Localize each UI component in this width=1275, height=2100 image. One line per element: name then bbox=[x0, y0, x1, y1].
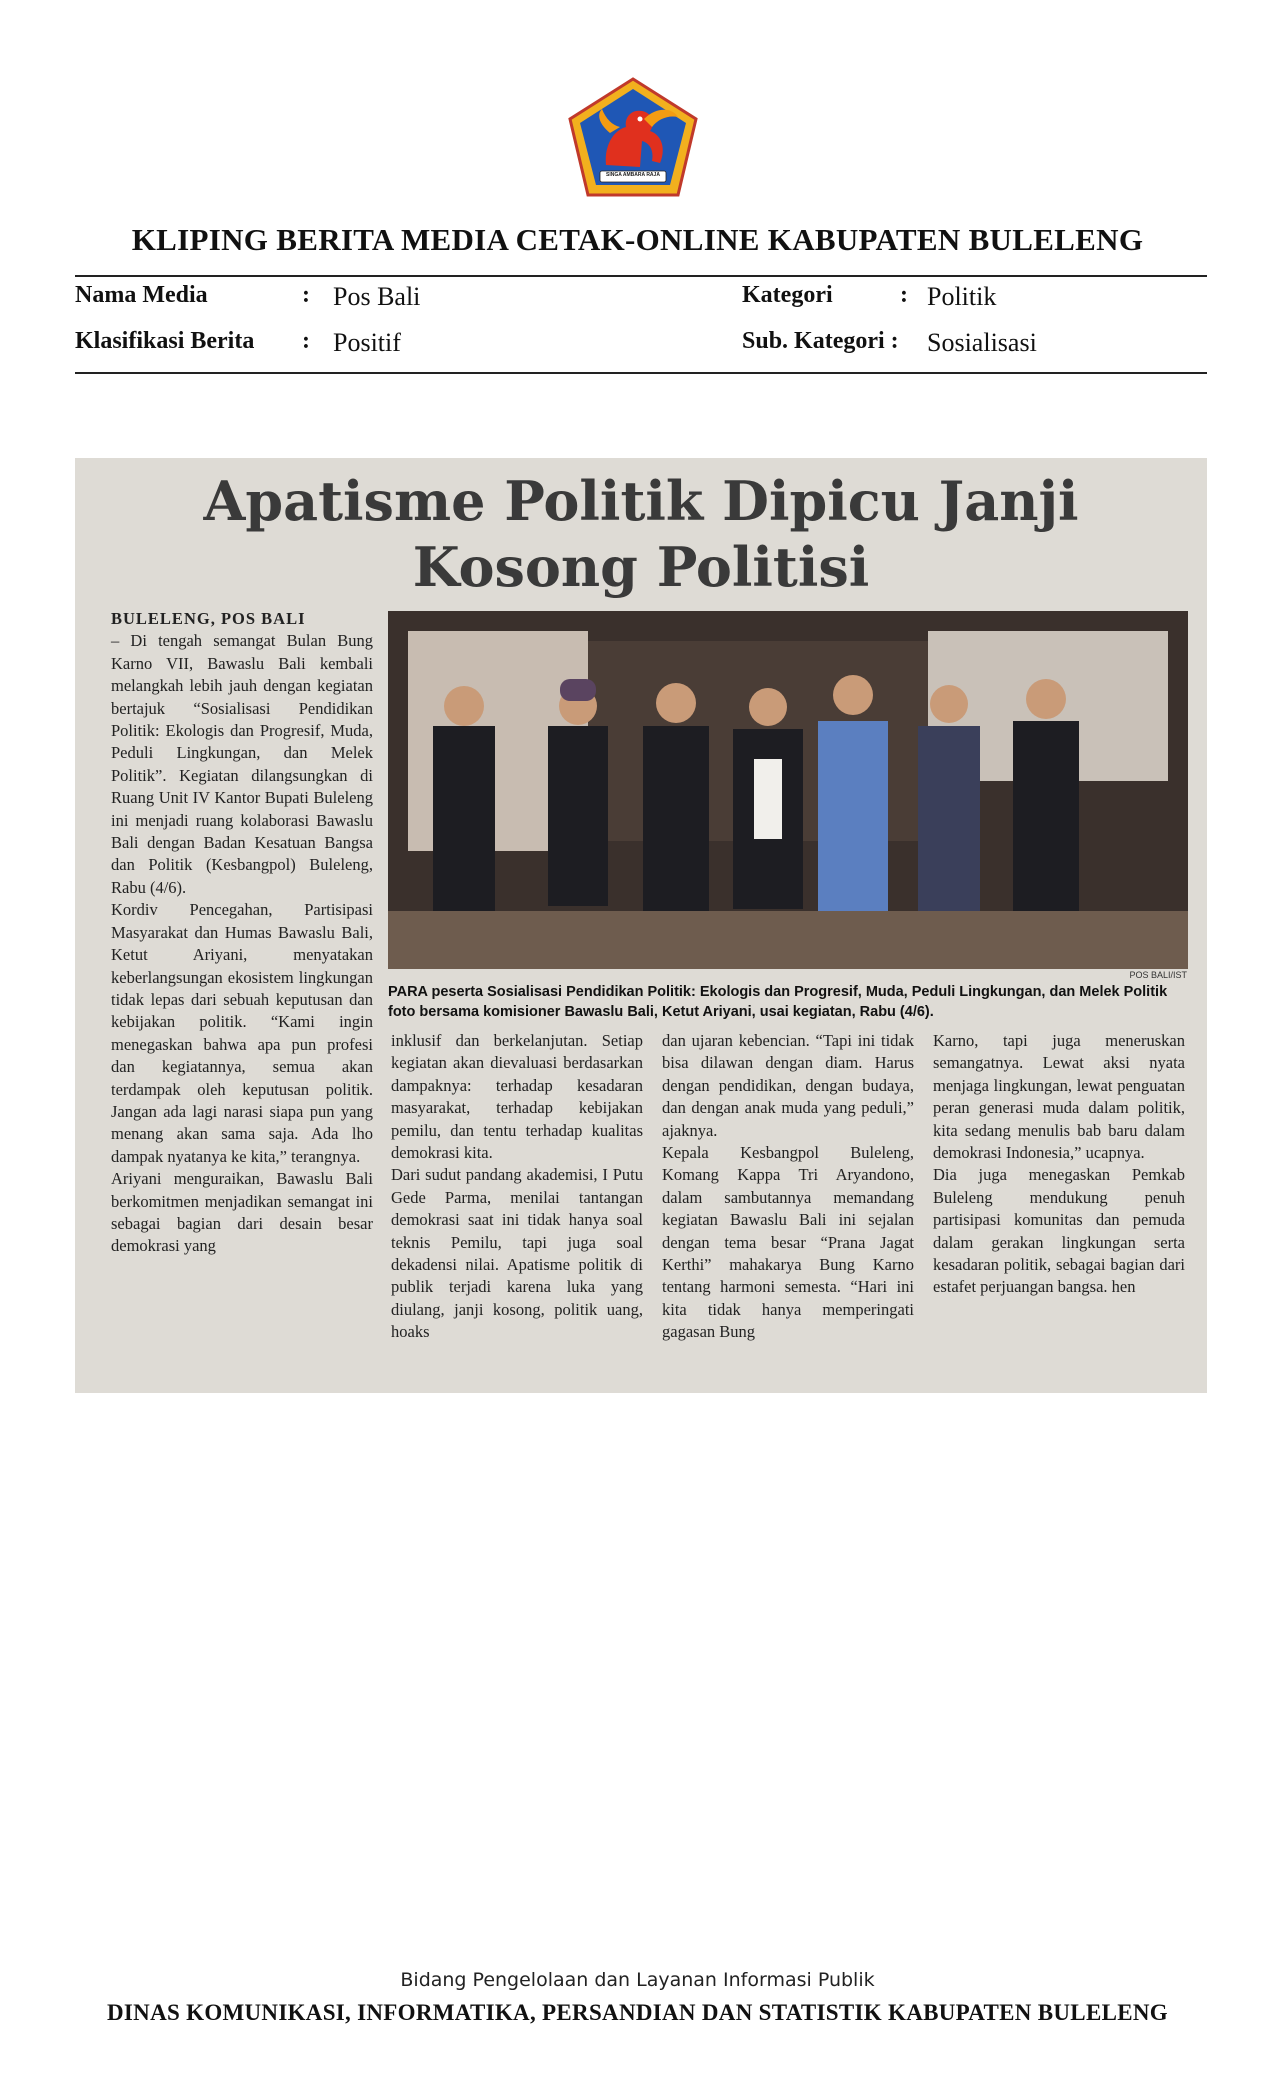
column-1-text: – Di tengah semangat Bulan Bung Karno VII, Bawaslu Bali kembali melangkah lebih jauh dengan kegiatan bertajuk “Sosialisasi Pendidikan Politik: Ekologis dan Progresif, Muda, Peduli Lingkungan, dan Melek Politik”. Kegiatan dilangsungkan di Ruang Unit IV Kantor Bupati Buleleng ini menjadi ruang kolaborasi Bawaslu Bali dengan Badan Kesatuan Bangsa dan Politik (Kesbangpol) Buleleng, Rabu (4/6). Kordiv Pencegahan, Partisipasi Masyarakat dan Humas Bawaslu Bali, Ketut Ariyani, menyatakan keberlangsungan ekosistem lingkungan tidak lepas dari sebuah keputusan dan kebijakan politik. “Kami ingin menegaskan bahwa apa pun profesi dan kegiatannya, semua akan terdampak oleh keputusan politik. Jangan ada lagi narasi siapa pun yang menang akan sama saja. Ada lho dampak nyatanya ke kita,” terangnya. Ariyani menguraikan, Bawaslu Bali berkomitmen menjadikan semangat ini sebagai bagian dari desain besar demokrasi yang bbox=[111, 631, 373, 1256]
group-photo bbox=[388, 611, 1188, 969]
logo-text: SINGA AMBARA RAJA bbox=[606, 172, 660, 178]
photo-caption: PARA peserta Sosialisasi Pendidikan Politik: Ekologis dan Progresif, Muda, Peduli Lingkungan, dan Melek Politik foto bersama komisioner Bawaslu Bali, Ketut Ariyani, usai kegiatan, Rabu (4/6). bbox=[388, 984, 1168, 1020]
article-column-4: Karno, tapi juga meneruskan semangatnya. Lewat aksi nyata menjaga lingkungan, lewat penguatan peran generasi muda dalam politik, kita sedang menulis bab baru dalam demokrasi Indonesia,” ucapnya. Dia juga menegaskan Pemkab Buleleng mendukung penuh partisipasi komunitas dan pemuda dalam gerakan lingkungan serta kesadaran politik, sebagai bagian dari estafet perjuangan bangsa. hen bbox=[933, 1031, 1185, 1297]
headline-line-1: Apatisme Politik Dipicu Janji bbox=[203, 469, 1079, 533]
article-column-1 bbox=[111, 608, 373, 1258]
group-photo-image bbox=[388, 611, 1188, 969]
singa-ambara-raja-crest-icon bbox=[566, 75, 700, 199]
klasifikasi-colon: : bbox=[302, 328, 310, 354]
media-label: Nama Media bbox=[75, 282, 208, 308]
header-divider-bottom bbox=[75, 372, 1207, 374]
kategori-colon: : bbox=[900, 282, 908, 308]
headline-line-2: Kosong Politisi bbox=[412, 535, 870, 599]
article-headline bbox=[75, 468, 1207, 600]
page-title: KLIPING BERITA MEDIA CETAK-ONLINE KABUPATEN BULELENG bbox=[131, 222, 1144, 257]
footer-subtitle: Bidang Pengelolaan dan Layanan Informasi Publik bbox=[400, 1969, 875, 1991]
klasifikasi-label: Klasifikasi Berita bbox=[75, 328, 255, 354]
article-dateline: BULELENG, POS BALI bbox=[111, 609, 306, 628]
header-divider-top bbox=[75, 275, 1207, 277]
news-clipping bbox=[75, 458, 1207, 1393]
media-colon: : bbox=[302, 282, 310, 308]
kategori-label: Kategori bbox=[742, 282, 833, 308]
photo-credit: POS BALI/IST bbox=[1129, 970, 1187, 980]
media-value: Pos Bali bbox=[333, 282, 421, 311]
klasifikasi-value: Positif bbox=[333, 328, 401, 357]
footer-title: DINAS KOMUNIKASI, INFORMATIKA, PERSANDIAN DAN STATISTIK KABUPATEN BULELENG bbox=[107, 2000, 1168, 2025]
article-column-3: dan ujaran kebencian. “Tapi ini tidak bisa dilawan dengan diam. Harus dengan pendidikan, dengan budaya, dan dengan anak muda yang peduli,” ajaknya. Kepala Kesbangpol Buleleng, Komang Kappa Tri Aryandono, dalam sambutannya memandang kegiatan Bawaslu Bali ini sejalan dengan tema besar “Prana Jagat Kerthi” mahakarya Bung Karno tentang harmoni semesta. “Hari ini kita tidak hanya memperingati gagasan Bung bbox=[662, 1031, 914, 1342]
article-column-2: inklusif dan berkelanjutan. Setiap kegiatan akan dievaluasi berdasarkan dampaknya: terhadap kesadaran masyarakat, terhadap kebijakan pemilu, dan tentu terhadap kualitas demokrasi kita. Dari sudut pandang akademisi, I Putu Gede Parma, menilai tantangan demokrasi saat ini tidak hanya soal teknis Pemilu, tapi juga soal dekadensi nilai. Apatisme politik di publik terjadi karena luka yang diulang, janji kosong, politik uang, hoaks bbox=[391, 1031, 643, 1342]
subkategori-label: Sub. Kategori : bbox=[742, 328, 899, 354]
subkategori-value: Sosialisasi bbox=[927, 328, 1037, 357]
regency-logo bbox=[566, 75, 700, 199]
kategori-value: Politik bbox=[927, 282, 997, 311]
